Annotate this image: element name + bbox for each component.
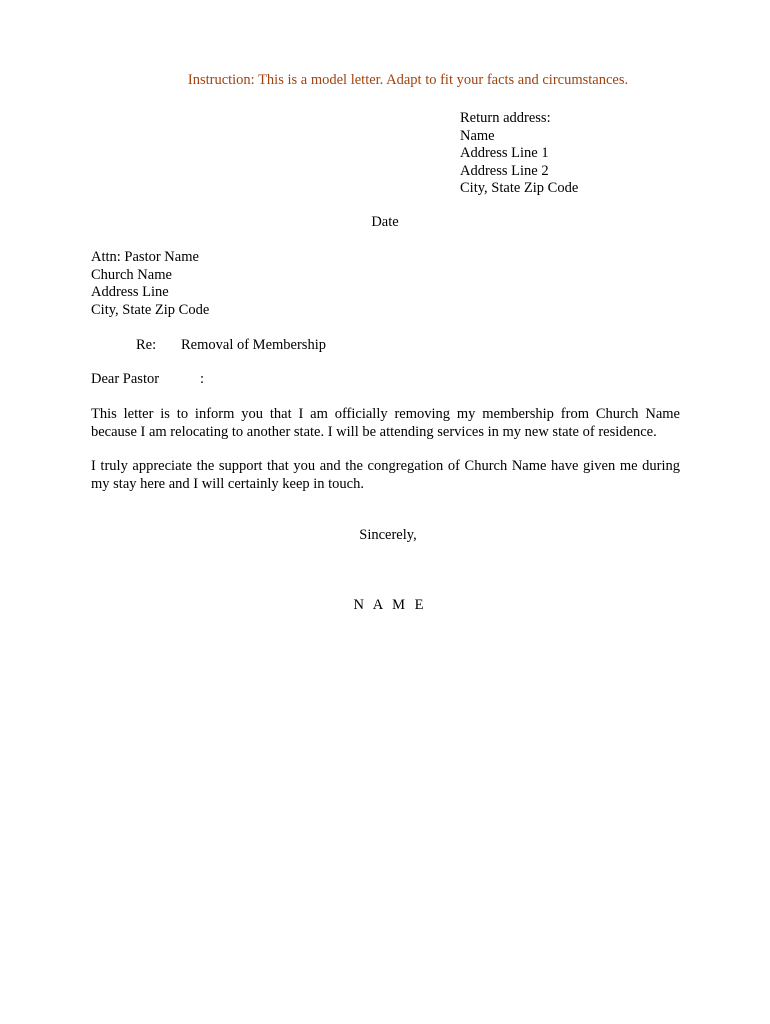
return-address-label: Return address: <box>460 110 551 126</box>
recipient-address-block <box>91 249 209 319</box>
recipient-church: Church Name <box>91 266 172 283</box>
signature-name: N A M E <box>353 597 427 613</box>
body-paragraph-1: This letter is to inform you that I am officially removing my membership from Church Name because I am relocating to another state. I will be attending services in my new state of residence. <box>91 406 680 440</box>
return-address-block <box>460 110 578 198</box>
subject-label: Re: <box>136 337 157 353</box>
return-address-city-state-zip: City, State Zip Code <box>460 180 579 196</box>
instruction-note: Instruction: This is a model letter. Adapt to fit your facts and circumstances. <box>187 72 629 88</box>
closing: Sincerely, <box>359 527 417 543</box>
subject-text: Removal of Membership <box>181 337 326 353</box>
recipient-address-line: Address Line <box>91 284 169 300</box>
letter-date: Date <box>371 214 399 230</box>
body-paragraph-2: I truly appreciate the support that you and the congregation of Church Name have given me during my stay here and I will certainly keep in touch. <box>91 458 680 492</box>
salutation <box>91 371 204 388</box>
return-address-line-1: Address Line 1 <box>460 145 549 161</box>
salutation-colon: : <box>200 371 205 387</box>
recipient-city-state-zip: City, State Zip Code <box>91 301 210 318</box>
return-address-line-2: Address Line 2 <box>460 162 549 179</box>
salutation-text: Dear Pastor <box>91 371 160 387</box>
recipient-attn: Attn: Pastor Name <box>91 249 199 265</box>
return-address-name: Name <box>460 127 495 144</box>
